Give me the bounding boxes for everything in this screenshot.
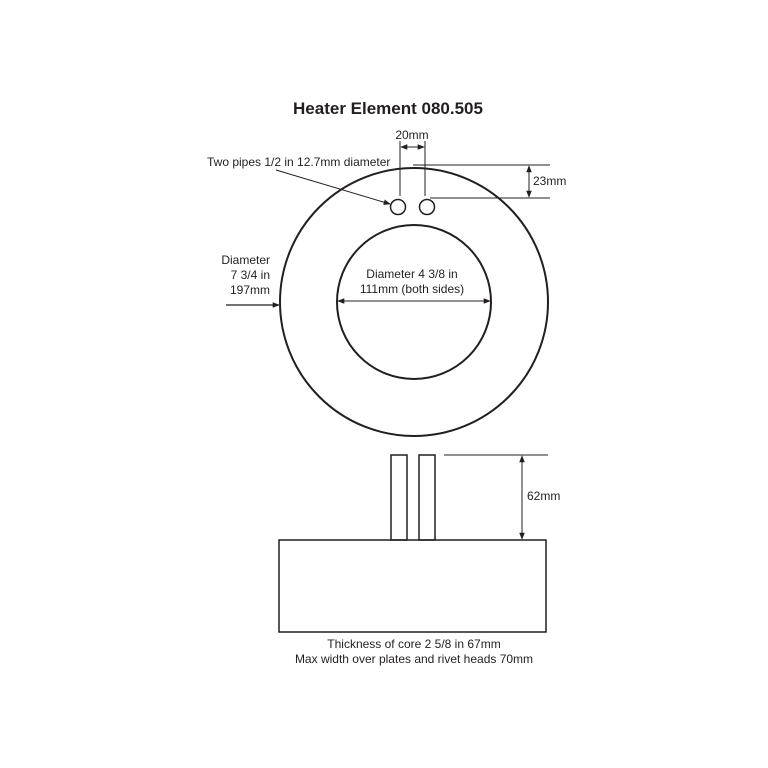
pipe-spacing-dimension <box>395 128 428 196</box>
pipes-label: Two pipes 1/2 in 12.7mm diameter <box>207 155 391 169</box>
outer-ring <box>280 168 548 436</box>
max-width-note: Max width over plates and rivet heads 70mm <box>294 652 534 666</box>
outer-diameter-label-line2: 7 3/4 in <box>230 268 270 282</box>
outer-diameter-label-line3: 197mm <box>229 283 270 297</box>
diagram-title: Heater Element 080.505 <box>293 99 483 118</box>
outer-diameter-callout <box>221 253 279 305</box>
side-view <box>279 455 560 666</box>
outer-diameter-label-line1: Diameter <box>221 253 270 267</box>
inner-diameter-label-line1: Diameter 4 3/8 in <box>366 267 458 281</box>
pipe-spacing-label: 20mm <box>395 128 429 142</box>
inner-diameter-label-line2: 111mm (both sides) <box>359 282 465 296</box>
inner-diameter-callout <box>338 267 490 301</box>
side-pipe-right <box>419 455 435 540</box>
pipe-height-label: 23mm <box>533 174 567 188</box>
pipe-left <box>391 200 406 215</box>
core-thickness-note: Thickness of core 2 5/8 in 67mm <box>327 637 501 651</box>
pipe-length-dimension <box>444 455 560 539</box>
pipe-length-label: 62mm <box>527 489 561 503</box>
core-block <box>279 540 546 632</box>
pipe-right <box>420 200 435 215</box>
top-view <box>207 128 566 436</box>
side-pipe-left <box>391 455 407 540</box>
inner-ring <box>337 225 491 379</box>
